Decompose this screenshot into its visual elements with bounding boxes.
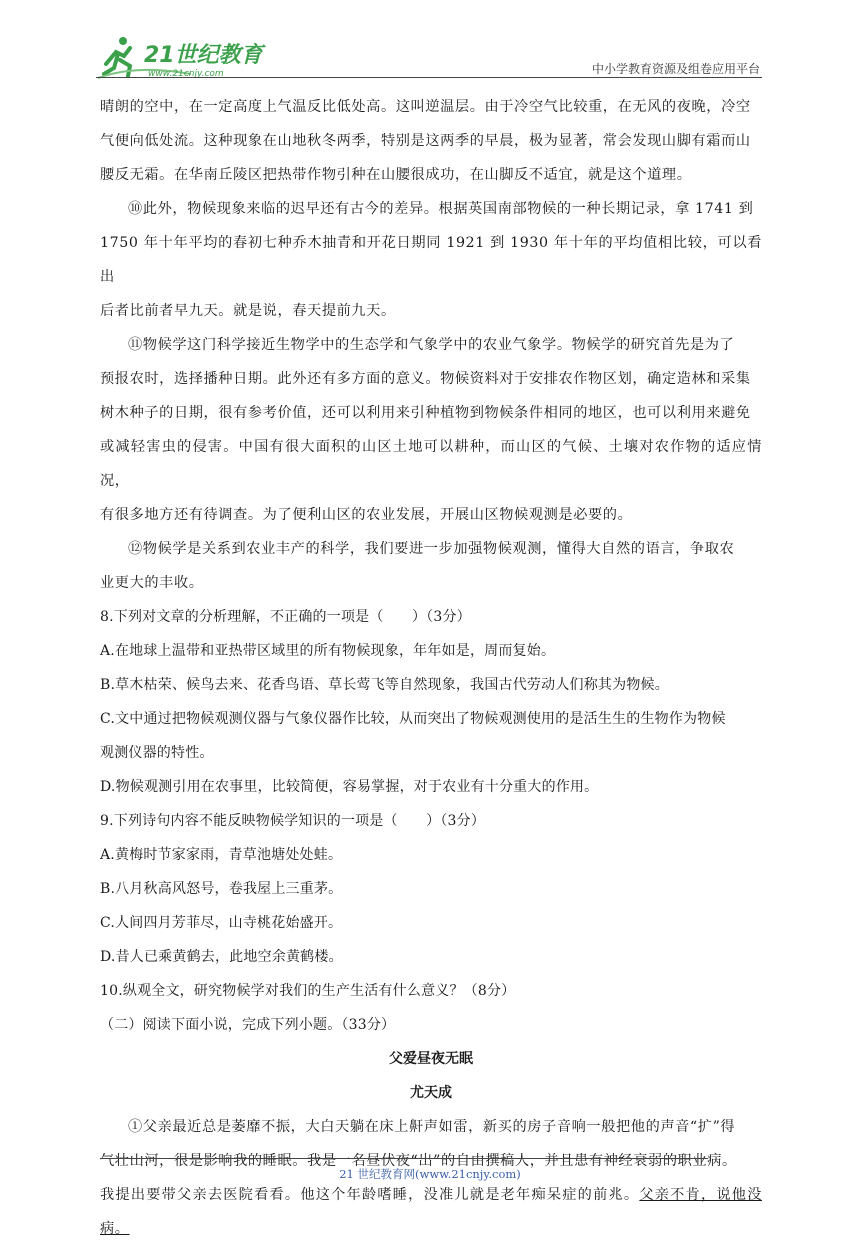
question-8-option-c: C.文中通过把物候观测仪器与气象仪器作比较，从而突出了物候观测使用的是活生生的生物作为物候 <box>100 711 726 727</box>
paragraph-line: 气便向低处流。这种现象在山地秋冬两季，特别是这两季的早晨，极为显著，常会发现山脚有霜而山 <box>100 133 751 149</box>
question-9-option-d: D.昔人已乘黄鹤去，此地空余黄鹤楼。 <box>100 949 343 965</box>
question-9-option-a: A.黄梅时节家家雨，青草池塘处处蛙。 <box>100 847 343 863</box>
question-8-option-d: D.物候观测引用在农事里，比较简便，容易掌握，对于农业有十分重大的作用。 <box>100 779 599 795</box>
site-logo <box>96 34 266 80</box>
story-title: 父爱昼夜无眠 <box>389 1051 473 1067</box>
paragraph-line: 晴朗的空中，在一定高度上气温反比低处高。这叫逆温层。由于冷空气比较重，在无风的夜晚，冷空 <box>100 99 751 115</box>
paragraph-10: ⑩此外，物候现象来临的迟早还有古今的差异。根据英国南部物候的一种长期记录，拿 1741 到 <box>128 201 754 217</box>
section-heading: （二）阅读下面小说，完成下列小题。（33分） <box>100 1017 396 1033</box>
paragraph-line: 业更大的丰收。 <box>100 575 204 591</box>
svg-text:www.21cnjy.com: www.21cnjy.com <box>148 69 224 79</box>
paragraph-line: 腰反无霜。在华南丘陵区把热带作物引种在山腰很成功，在山脚反不适宜，就是这个道理。 <box>100 167 692 183</box>
paragraph-12: ⑫物候学是关系到农业丰产的科学，我们要进一步加强物候观测，懂得大自然的语言，争取农 <box>128 541 735 557</box>
document-body <box>100 90 762 1246</box>
paragraph-line: 预报农时，选择播种日期。此外还有多方面的意义。物候资料对于安排农作物区划，确定造林和采集 <box>100 371 751 387</box>
question-8-option-a: A.在地球上温带和亚热带区域里的所有物候现象，年年如是，周而复始。 <box>100 643 556 659</box>
paragraph-line: 有很多地方还有待调查。为了便利山区的农业发展，开展山区物候观测是必要的。 <box>100 507 633 523</box>
paragraph-line: 1750 年十年平均的春初七种乔木抽青和开花日期同 1921 到 1930 年十年的平均值相比较，可以看出 <box>100 235 762 285</box>
story-paragraph-1: ①父亲最近总是萎靡不振，大白天躺在床上鼾声如雷，新买的房子音响一般把他的声音“扩”得 <box>128 1119 736 1135</box>
underlined-sentence: 父亲不肯，说他没病。 <box>100 1187 762 1237</box>
paragraph-line: 气壮山河，很是影响我的睡眠。我是一名昼伏夜“出”的自由撰稿人，并且患有神经衰弱的职业病。 <box>100 1153 737 1169</box>
paragraph-11: ⑪物候学这门科学接近生物学中的生态学和气象学中的农业气象学。物候学的研究首先是为了 <box>128 337 735 353</box>
footer-source: 21 世纪教育网(www.21cnjy.com) <box>339 1167 521 1181</box>
paragraph-line: 或减轻害虫的侵害。中国有很大面积的山区土地可以耕种，而山区的气候、土壤对农作物的适应情况， <box>100 439 762 489</box>
page-header <box>96 34 762 80</box>
question-9: 9.下列诗句内容不能反映物候学知识的一项是（ ）（3分） <box>100 813 486 829</box>
footer-divider <box>100 1158 708 1159</box>
header-divider <box>96 77 762 78</box>
question-9-option-c: C.人间四月芳菲尽，山寺桃花始盛开。 <box>100 915 343 931</box>
platform-name: 中小学教育资源及组卷应用平台 <box>591 62 760 76</box>
paragraph-line <box>100 1178 762 1246</box>
question-9-option-b: B.八月秋高风怒号，卷我屋上三重茅。 <box>100 881 343 897</box>
svg-text:21世纪教育: 21世纪教育 <box>144 43 263 68</box>
paragraph-line: 后者比前者早九天。就是说，春天提前九天。 <box>100 303 396 319</box>
question-10: 10.纵观全文，研究物候学对我们的生产生活有什么意义？（8分） <box>100 983 516 999</box>
question-8-option-b: B.草木枯荣、候鸟去来、花香鸟语、草长莺飞等自然现象，我国古代劳动人们称其为物候。 <box>100 677 669 693</box>
paragraph-line: 树木种子的日期，很有参考价值，还可以利用来引种植物到物候条件相同的地区，也可以利用来避免 <box>100 405 751 421</box>
story-text: 我提出要带父亲去医院看看。他这个年龄嗜睡，没准儿就是老年痴呆症的前兆。 <box>100 1187 640 1203</box>
question-8-option-c-cont: 观测仪器的特性。 <box>100 745 214 761</box>
story-author: 尤天成 <box>410 1085 452 1101</box>
question-8: 8.下列对文章的分析理解，不正确的一项是（ ）（3分） <box>100 609 471 625</box>
